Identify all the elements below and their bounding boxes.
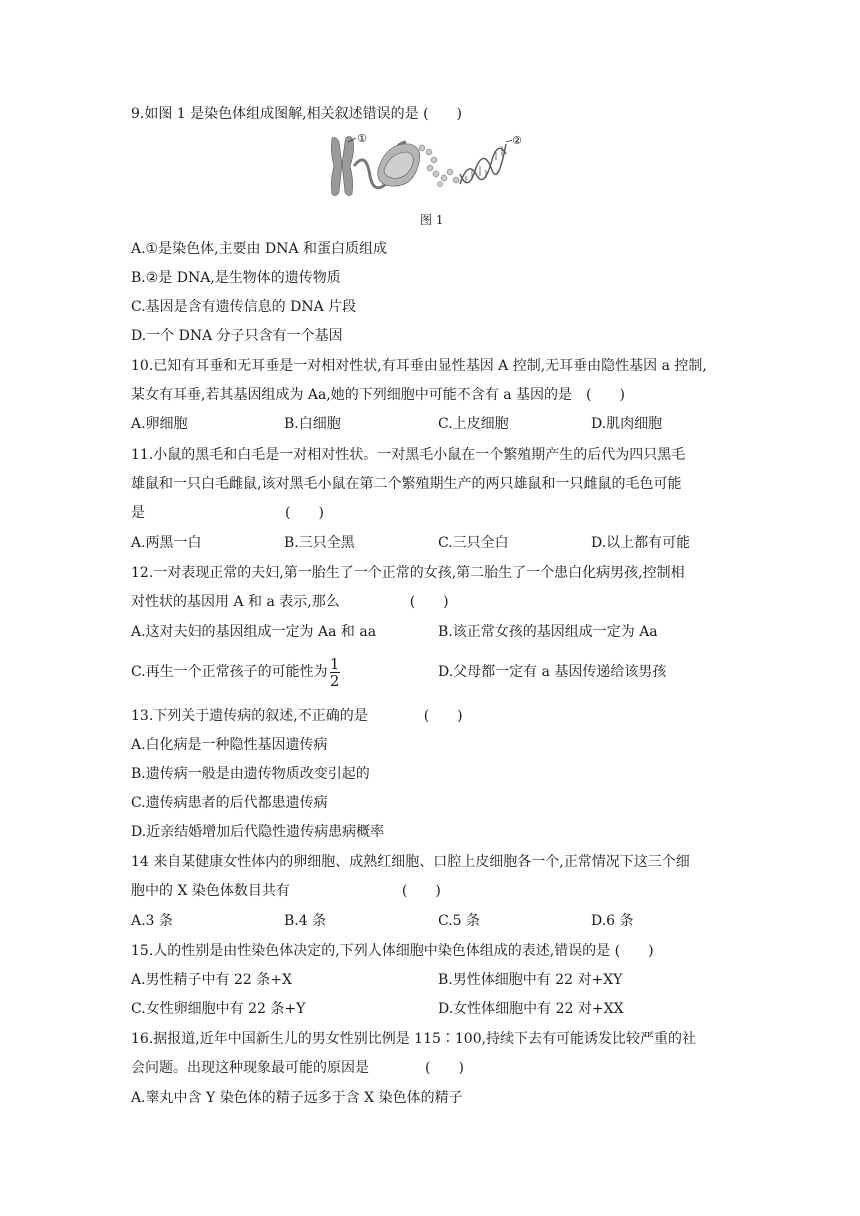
q9-option-a: A.①是染色体,主要由 DNA 和蛋白质组成 [131, 241, 388, 257]
figure-caption: 图 1 [420, 213, 444, 227]
q14-option-d: D.6 条 [591, 913, 634, 929]
q13-option-a: A.白化病是一种隐性基因遗传病 [131, 737, 328, 753]
coil-icon [378, 144, 420, 186]
label-2: ② [512, 134, 522, 147]
q14-option-c: C.5 条 [438, 913, 481, 929]
chromosome-figure [326, 130, 526, 202]
nucleosome-beads [419, 145, 459, 187]
q10-option-d: D.肌肉细胞 [591, 416, 663, 432]
chromosome-dna-diagram [326, 130, 526, 202]
q14-stem-line1: 14 来自某健康女性体内的卵细胞、成熟红细胞、口腔上皮细胞各一个,正常情况下这三个细 [131, 854, 690, 870]
q11-option-b: B.三只全黑 [284, 535, 355, 551]
q11-stem-line1: 11.小鼠的黑毛和白毛是一对相对性状。一对黑毛小鼠在一个繁殖期产生的后代为四只黑毛 [131, 447, 686, 463]
q9-stem: 9.如图 1 是染色体组成图解,相关叙述错误的是 ( ) [131, 106, 462, 122]
q9-option-b: B.②是 DNA,是生物体的遗传物质 [131, 270, 341, 286]
q15-option-b: B.男性体细胞中有 22 对+XY [438, 972, 623, 988]
label-1: ① [357, 132, 367, 145]
fraction-numerator: 1 [329, 654, 340, 673]
q15-option-c: C.女性卵细胞中有 22 条+Y [131, 1001, 306, 1017]
q13-option-d: D.近亲结婚增加后代隐性遗传病患病概率 [131, 824, 385, 840]
q11-stem-line3: 是 ( ) [131, 505, 324, 521]
q13-stem: 13.下列关于遗传病的叙述,不正确的是 ( ) [131, 708, 463, 724]
q12-stem-line1: 12.一对表现正常的夫妇,第一胎生了一个正常的女孩,第二胎生了一个患白化病男孩,控制相 [131, 565, 685, 581]
q10-stem-line1: 10.已知有耳垂和无耳垂是一对相对性状,有耳垂由显性基因 A 控制,无耳垂由隐性基因 a 控制, [131, 358, 707, 374]
q12-option-c [131, 654, 340, 690]
q10-option-a: A.卵细胞 [131, 416, 188, 432]
q12-option-b: B.该正常女孩的基因组成一定为 Aa [438, 624, 658, 640]
q14-option-a: A.3 条 [131, 913, 173, 929]
fraction-one-half [330, 656, 340, 689]
q14-option-b: B.4 条 [284, 913, 327, 929]
q15-stem: 15.人的性别是由性染色体决定的,下列人体细胞中染色体组成的表述,错误的是 ( ) [131, 943, 654, 959]
q12-option-a: A.这对夫妇的基因组成一定为 Aa 和 aa [131, 624, 377, 640]
q12-stem-line2: 对性状的基因用 A 和 a 表示,那么 ( ) [131, 594, 449, 610]
q15-option-a: A.男性精子中有 22 条+X [131, 972, 292, 988]
q13-option-c: C.遗传病患者的后代都患遗传病 [131, 795, 328, 811]
dna-helix-icon [460, 144, 506, 184]
q9-option-d: D.一个 DNA 分子只含有一个基因 [131, 328, 343, 344]
chromosome-icon [331, 136, 353, 195]
q10-option-b: B.白细胞 [284, 416, 341, 432]
q13-option-b: B.遗传病一般是由遗传物质改变引起的 [131, 766, 370, 782]
q16-stem-line1: 16.据报道,近年中国新生儿的男女性别比例是 115∶100,持续下去有可能诱发比较严重的社 [131, 1031, 697, 1047]
q10-stem-line2: 某女有耳垂,若其基因组成为 Aa,她的下列细胞中可能不含有 a 基因的是 ( ) [131, 387, 625, 403]
q11-option-d: D.以上都有可能 [591, 535, 691, 551]
q12-option-c-text: C.再生一个正常孩子的可能性为 [131, 664, 328, 680]
q14-stem-line2: 胞中的 X 染色体数目共有 ( ) [131, 883, 441, 899]
q12-option-d: D.父母都一定有 a 基因传递给该男孩 [438, 664, 667, 680]
q9-option-c: C.基因是含有遗传信息的 DNA 片段 [131, 299, 357, 315]
fraction-denominator: 2 [329, 671, 340, 690]
q11-option-c: C.三只全白 [438, 535, 509, 551]
q10-option-c: C.上皮细胞 [438, 416, 509, 432]
q11-option-a: A.两黑一白 [131, 535, 202, 551]
q15-option-d: D.女性体细胞中有 22 对+XX [438, 1001, 624, 1017]
q16-stem-line2: 会问题。出现这种现象最可能的原因是 ( ) [131, 1060, 464, 1076]
q11-stem-line2: 雄鼠和一只白毛雌鼠,该对黑毛小鼠在第二个繁殖期生产的两只雄鼠和一只雌鼠的毛色可能 [131, 476, 682, 492]
q16-option-a: A.睾丸中含 Y 染色体的精子远多于含 X 染色体的精子 [131, 1090, 463, 1106]
